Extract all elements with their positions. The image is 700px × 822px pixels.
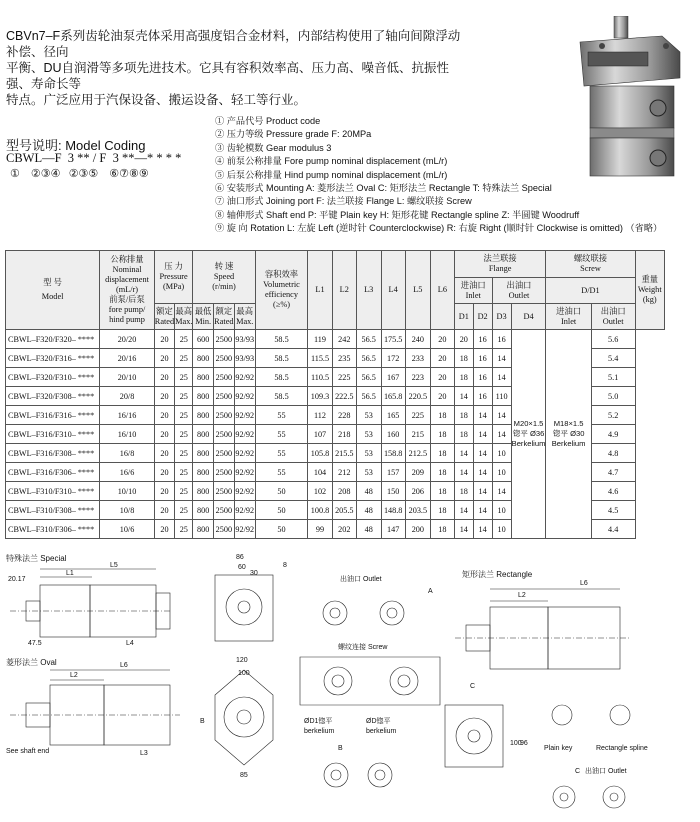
table-cell: 25 — [175, 330, 193, 349]
intro-line: CBVn7–F系列齿轮油泵壳体采用高强度铝合金材料，内部结构使用了轴向间隙浮动补偿、径向 — [6, 29, 461, 59]
header-speed-max: 最高 Max. — [234, 304, 255, 330]
table-cell: 2500 — [213, 520, 234, 539]
table-cell: 212.5 — [405, 444, 430, 463]
table-cell: 2500 — [213, 406, 234, 425]
table-cell: 14 — [473, 463, 492, 482]
table-cell: 50 — [255, 482, 308, 501]
table-cell: 16/10 — [100, 425, 155, 444]
legend-item: ② 压力等级 Pressure grade F: 20MPa — [215, 129, 372, 140]
header-speed-min: 最低 Min. — [193, 304, 213, 330]
table-cell: 5.2 — [591, 406, 635, 425]
table-cell: 2500 — [213, 482, 234, 501]
table-cell: 800 — [193, 387, 213, 406]
table-cell: 203.5 — [405, 501, 430, 520]
table-cell: 55 — [255, 425, 308, 444]
table-cell: 10/10 — [100, 482, 155, 501]
table-cell: 25 — [175, 520, 193, 539]
header-d3: D3 — [492, 304, 511, 330]
plain-key-shaft — [552, 705, 572, 725]
table-cell: 233 — [405, 349, 430, 368]
legend-item: ④ 前泵公称排量 Fore pump nominal displacement (mL/r) — [215, 156, 448, 167]
table-cell: 20 — [430, 368, 454, 387]
model-cell: CBWL–F310/F310– **** — [6, 482, 100, 501]
table-cell: 25 — [175, 406, 193, 425]
table-cell: 14 — [454, 387, 473, 406]
table-cell: 14 — [454, 463, 473, 482]
screw-outlet-spec: M18×1.5 锪平 Ø30 Berkelium — [546, 330, 591, 539]
table-cell: 99 — [308, 520, 332, 539]
table-cell: 800 — [193, 444, 213, 463]
table-cell: 160 — [381, 425, 405, 444]
table-cell: 107 — [308, 425, 332, 444]
table-cell: 175.5 — [381, 330, 405, 349]
table-cell: 25 — [175, 387, 193, 406]
rect-front-label-c: C — [470, 683, 476, 690]
table-cell: 172 — [381, 349, 405, 368]
intro-paragraph — [6, 28, 461, 108]
table-cell: 222.5 — [332, 387, 356, 406]
screw-d1-ping: ØD1锪平 — [304, 718, 333, 725]
header-flange-outlet: 出油口 Outlet — [492, 278, 546, 304]
table-cell: 55 — [255, 463, 308, 482]
engineering-drawings — [0, 545, 700, 822]
table-cell: 20/20 — [100, 330, 155, 349]
legend-item: ① 产品代号 Product code — [215, 116, 321, 126]
table-cell: 20 — [154, 425, 174, 444]
table-cell: 18 — [454, 349, 473, 368]
special-dim-l5: L5 — [110, 562, 118, 569]
table-cell: 53 — [356, 463, 381, 482]
model-cell: CBWL–F316/F316– **** — [6, 406, 100, 425]
legend-item: ⑧ 轴伸形式 Shaft end P: 平键 Plain key H: 矩形花键 Rectangle spline Z: 半圆键 Woodruff — [215, 209, 580, 220]
table-cell: 92/92 — [234, 463, 255, 482]
table-cell: 2500 — [213, 463, 234, 482]
legend-item: ⑨ 旋 向 Rotation L: 左旋 Left (逆时针 Counterclockwise) R: 右旋 Right (顺时针 Clockwise is omitted) （省略） — [215, 223, 663, 234]
table-cell: 223 — [405, 368, 430, 387]
header-displacement: 公称排量 Nominal displacement (mL/r) 前泵/后泵 fore pump/ hind pump — [100, 251, 155, 330]
table-cell: 215.5 — [332, 444, 356, 463]
table-cell: 16 — [473, 330, 492, 349]
header-max: 最高 Max. — [175, 304, 193, 330]
table-cell: 10 — [492, 463, 511, 482]
table-cell: 20 — [154, 501, 174, 520]
table-cell: 14 — [492, 368, 511, 387]
table-cell: 5.1 — [591, 368, 635, 387]
table-cell: 20 — [430, 349, 454, 368]
header-l5: L5 — [405, 251, 430, 330]
model-cell: CBWL–F320/F316– **** — [6, 349, 100, 368]
special-dim-l4: L4 — [126, 640, 134, 647]
table-cell: 53 — [356, 406, 381, 425]
label-rectangle: 矩形法兰 Rectangle — [462, 570, 533, 579]
table-cell: 56.5 — [356, 368, 381, 387]
table-cell: 16 — [473, 368, 492, 387]
header-screw-d: D/D1 — [546, 278, 635, 304]
table-cell: 10 — [492, 444, 511, 463]
table-cell: 5.0 — [591, 387, 635, 406]
table-cell: 53 — [356, 425, 381, 444]
header-d1: D1 — [454, 304, 473, 330]
table-cell: 208 — [332, 482, 356, 501]
table-cell: 10/8 — [100, 501, 155, 520]
table-cell: 18 — [430, 520, 454, 539]
table-cell: 800 — [193, 406, 213, 425]
model-coding-legend — [215, 115, 700, 236]
table-cell: 20 — [430, 387, 454, 406]
table-cell: 16 — [473, 387, 492, 406]
table-cell: 165 — [381, 406, 405, 425]
front-view-top — [215, 575, 273, 641]
table-cell: 800 — [193, 425, 213, 444]
header-l4: L4 — [381, 251, 405, 330]
table-cell: 50 — [255, 520, 308, 539]
screw-d-ping: ØD锪平 — [366, 718, 391, 725]
table-cell: 5.6 — [591, 330, 635, 349]
model-cell: CBWL–F310/F308– **** — [6, 501, 100, 520]
table-cell: 110.5 — [308, 368, 332, 387]
table-cell: 18 — [430, 444, 454, 463]
table-cell: 4.6 — [591, 482, 635, 501]
table-cell: 14 — [454, 444, 473, 463]
header-rated: 额定 Rated — [154, 304, 174, 330]
table-cell: 225 — [332, 368, 356, 387]
table-cell: 93/93 — [234, 330, 255, 349]
table-cell: 104 — [308, 463, 332, 482]
table-cell: 25 — [175, 425, 193, 444]
table-cell: 25 — [175, 501, 193, 520]
model-cell: CBWL–F316/F310– **** — [6, 425, 100, 444]
table-cell: 93/93 — [234, 349, 255, 368]
table-cell: 20 — [154, 482, 174, 501]
table-cell: 20 — [154, 349, 174, 368]
table-cell: 20 — [454, 330, 473, 349]
table-cell: 212 — [332, 463, 356, 482]
table-cell: 200 — [405, 520, 430, 539]
table-cell: 10 — [492, 501, 511, 520]
screw-berkelium-1: berkelium — [304, 728, 335, 735]
table-cell: 25 — [175, 482, 193, 501]
table-cell: 16 — [492, 330, 511, 349]
label-outlet-c: 出油口 Outlet — [585, 768, 627, 775]
rect-dim-100: 100 — [510, 740, 522, 747]
header-d2: D2 — [473, 304, 492, 330]
table-cell: 600 — [193, 330, 213, 349]
legend-item: ⑤ 后泵公称排量 Hind pump nominal displacement (mL/r) — [215, 169, 448, 180]
model-cell: CBWL–F320/F320– **** — [6, 330, 100, 349]
label-rect-spline: Rectangle spline — [596, 745, 648, 752]
oval-label-b: B — [200, 718, 205, 725]
table-cell: 20 — [154, 368, 174, 387]
header-speed-rated: 额定 Rated — [213, 304, 234, 330]
table-cell: 4.9 — [591, 425, 635, 444]
table-cell: 53 — [356, 444, 381, 463]
label-oval: 菱形法兰 Oval — [6, 658, 57, 667]
special-dim-l1: L1 — [66, 570, 74, 577]
screw-inlet-spec: M20×1.5 锪平 Ø36 Berkelium — [511, 330, 546, 539]
table-cell: 92/92 — [234, 520, 255, 539]
model-code: CBWL—F 3 ** / F 3 **—* * * * — [6, 151, 182, 165]
table-cell: 240 — [405, 330, 430, 349]
header-l3: L3 — [356, 251, 381, 330]
intro-line: 特点。广泛应用于汽保设备、搬运设备、轻工等行业。 — [6, 93, 307, 107]
table-cell: 2500 — [213, 387, 234, 406]
rect-dim-l2: L2 — [518, 592, 526, 599]
table-cell: 215 — [405, 425, 430, 444]
table-cell: 14 — [473, 444, 492, 463]
special-dim-475: 47.5 — [28, 640, 42, 647]
table-cell: 235 — [332, 349, 356, 368]
outlet-label-c: C — [575, 768, 581, 775]
table-cell: 20/16 — [100, 349, 155, 368]
table-cell: 2500 — [213, 425, 234, 444]
header-l6: L6 — [430, 251, 454, 330]
table-cell: 92/92 — [234, 406, 255, 425]
front-dim-8: 8 — [283, 562, 287, 569]
front-dim-30: 30 — [250, 570, 258, 577]
table-cell: 92/92 — [234, 501, 255, 520]
table-cell: 56.5 — [356, 387, 381, 406]
table-cell: 18 — [430, 463, 454, 482]
table-cell: 20 — [154, 463, 174, 482]
table-cell: 4.4 — [591, 520, 635, 539]
model-code-numbers: ① ②③④ ②③⑤ ⑥⑦⑧⑨ — [10, 168, 149, 180]
table-cell: 20 — [154, 406, 174, 425]
label-special: 特殊法兰 Special — [6, 554, 67, 563]
label-plain-key: Plain key — [544, 745, 573, 752]
header-screw: 螺纹联接 Screw — [546, 251, 635, 278]
table-cell: 56.5 — [356, 330, 381, 349]
oval-dim-l6: L6 — [120, 662, 128, 669]
table-cell: 105.8 — [308, 444, 332, 463]
table-cell: 167 — [381, 368, 405, 387]
table-cell: 2500 — [213, 444, 234, 463]
legend-item: ⑦ 油口形式 Joining port F: 法兰联接 Flange L: 螺纹联接 Screw — [215, 196, 472, 207]
table-cell: 119 — [308, 330, 332, 349]
model-cell: CBWL–F316/F306– **** — [6, 463, 100, 482]
table-cell: 115.5 — [308, 349, 332, 368]
table-cell: 4.8 — [591, 444, 635, 463]
oval-dim-l3: L3 — [140, 750, 148, 757]
table-cell: 16/8 — [100, 444, 155, 463]
table-cell: 48 — [356, 501, 381, 520]
table-cell: 14 — [473, 501, 492, 520]
table-cell: 92/92 — [234, 387, 255, 406]
table-cell: 92/92 — [234, 425, 255, 444]
model-cell: CBWL–F310/F306– **** — [6, 520, 100, 539]
model-coding-title: 型号说明: Model Coding — [6, 138, 146, 153]
table-cell: 14 — [473, 406, 492, 425]
table-cell: 800 — [193, 349, 213, 368]
table-cell: 242 — [332, 330, 356, 349]
table-cell: 102 — [308, 482, 332, 501]
table-cell: 14 — [473, 520, 492, 539]
oval-dim-100: 100 — [238, 670, 250, 677]
label-outlet-a: 出油口 Outlet — [340, 576, 382, 583]
table-cell: 14 — [492, 425, 511, 444]
table-cell: 20/10 — [100, 368, 155, 387]
oval-dim-l2: L2 — [70, 672, 78, 679]
table-cell: 20 — [154, 387, 174, 406]
table-cell: 4.7 — [591, 463, 635, 482]
legend-item: ⑥ 安装形式 Mounting A: 菱形法兰 Oval C: 矩形法兰 Rectangle T: 特殊法兰 Special — [215, 183, 552, 194]
header-screw-outlet: 出油口 Outlet — [591, 304, 635, 330]
table-cell: 5.4 — [591, 349, 635, 368]
header-d4: D4 — [511, 304, 546, 330]
table-cell: 14 — [473, 482, 492, 501]
rect-dim-l6: L6 — [580, 580, 588, 587]
screw-berkelium-2: berkelium — [366, 728, 397, 735]
table-cell: 800 — [193, 368, 213, 387]
table-cell: 218 — [332, 425, 356, 444]
table-cell: 55 — [255, 444, 308, 463]
table-cell: 25 — [175, 444, 193, 463]
table-cell: 147 — [381, 520, 405, 539]
table-cell: 10 — [492, 520, 511, 539]
model-cell: CBWL–F316/F308– **** — [6, 444, 100, 463]
table-cell: 16/6 — [100, 463, 155, 482]
table-cell: 25 — [175, 463, 193, 482]
table-cell: 4.5 — [591, 501, 635, 520]
table-cell: 165.8 — [381, 387, 405, 406]
table-cell: 2500 — [213, 501, 234, 520]
table-cell: 48 — [356, 520, 381, 539]
table-cell: 56.5 — [356, 349, 381, 368]
oval-dim-85: 85 — [240, 772, 248, 779]
table-cell: 18 — [454, 482, 473, 501]
table-cell: 55 — [255, 406, 308, 425]
table-cell: 58.5 — [255, 368, 308, 387]
table-cell: 20 — [154, 520, 174, 539]
rect-front-view — [445, 705, 503, 767]
table-cell: 14 — [492, 482, 511, 501]
table-cell: 800 — [193, 520, 213, 539]
table-cell: 25 — [175, 368, 193, 387]
table-cell: 209 — [405, 463, 430, 482]
header-l1: L1 — [308, 251, 332, 330]
table-cell: 18 — [430, 406, 454, 425]
table-cell: 20 — [154, 444, 174, 463]
label-screw: 螺纹连接 Screw — [338, 644, 388, 651]
table-cell: 228 — [332, 406, 356, 425]
table-cell: 202 — [332, 520, 356, 539]
table-cell: 18 — [430, 482, 454, 501]
table-cell: 800 — [193, 501, 213, 520]
table-cell: 800 — [193, 463, 213, 482]
outlet-label-a: A — [428, 588, 433, 595]
table-cell: 50 — [255, 501, 308, 520]
table-cell: 205.5 — [332, 501, 356, 520]
table-cell: 16/16 — [100, 406, 155, 425]
model-cell: CBWL–F320/F308– **** — [6, 387, 100, 406]
label-b-ports: B — [338, 745, 343, 752]
intro-line: 平衡、DU自润滑等多项先进技术。它具有容积效率高、压力高、噪音低、抗振性强、寿命长等 — [6, 61, 450, 91]
table-cell: 112 — [308, 406, 332, 425]
table-cell: 92/92 — [234, 368, 255, 387]
table-cell: 20 — [154, 330, 174, 349]
oval-dim-120: 120 — [236, 657, 248, 664]
rect-dim-96: 96 — [520, 740, 528, 747]
table-cell: 48 — [356, 482, 381, 501]
table-cell: 14 — [492, 349, 511, 368]
rect-spline-shaft — [610, 705, 630, 725]
table-row — [6, 330, 665, 349]
header-volumetric: 容积效率 Volumetric efficiency (≥%) — [255, 251, 308, 330]
special-dim-2017: 20.17 — [8, 576, 26, 583]
table-cell: 58.5 — [255, 387, 308, 406]
model-cell: CBWL–F320/F310– **** — [6, 368, 100, 387]
table-cell: 18 — [454, 368, 473, 387]
front-dim-60: 60 — [238, 564, 246, 571]
table-cell: 14 — [473, 425, 492, 444]
spec-table — [5, 250, 665, 539]
table-cell: 58.5 — [255, 349, 308, 368]
table-cell: 110 — [492, 387, 511, 406]
table-cell: 18 — [454, 406, 473, 425]
header-pressure: 压 力 Pressure (MPa) — [154, 251, 193, 304]
table-cell: 14 — [492, 406, 511, 425]
table-cell: 20 — [430, 330, 454, 349]
table-cell: 20/8 — [100, 387, 155, 406]
table-cell: 58.5 — [255, 330, 308, 349]
oval-front-view — [215, 670, 273, 765]
table-cell: 10/6 — [100, 520, 155, 539]
oval-see-shaft: See shaft end — [6, 748, 50, 755]
table-cell: 2500 — [213, 368, 234, 387]
table-cell: 18 — [454, 425, 473, 444]
table-cell: 2500 — [213, 349, 234, 368]
header-screw-inlet: 进油口 Inlet — [546, 304, 591, 330]
table-cell: 2500 — [213, 330, 234, 349]
table-cell: 92/92 — [234, 444, 255, 463]
table-cell: 150 — [381, 482, 405, 501]
table-cell: 18 — [430, 425, 454, 444]
header-flange-inlet: 进油口 Inlet — [454, 278, 492, 304]
header-l2: L2 — [332, 251, 356, 330]
table-cell: 225 — [405, 406, 430, 425]
table-cell: 14 — [454, 501, 473, 520]
table-cell: 100.8 — [308, 501, 332, 520]
table-cell: 158.8 — [381, 444, 405, 463]
table-cell: 25 — [175, 349, 193, 368]
table-cell: 92/92 — [234, 482, 255, 501]
table-cell: 16 — [473, 349, 492, 368]
header-flange: 法兰联接 Flange — [454, 251, 546, 278]
table-cell: 220.5 — [405, 387, 430, 406]
table-cell: 206 — [405, 482, 430, 501]
table-cell: 18 — [430, 501, 454, 520]
header-model: 型 号 Model — [6, 251, 100, 330]
table-cell: 14 — [454, 520, 473, 539]
table-cell: 109.3 — [308, 387, 332, 406]
table-cell: 157 — [381, 463, 405, 482]
legend-item: ③ 齿轮模数 Gear modulus 3 — [215, 142, 332, 153]
header-speed: 转 速 Speed (r/min) — [193, 251, 255, 304]
header-weight: 重量 Weight (kg) — [635, 251, 664, 330]
table-cell: 800 — [193, 482, 213, 501]
table-cell: 148.8 — [381, 501, 405, 520]
front-dim-86: 86 — [236, 554, 244, 561]
